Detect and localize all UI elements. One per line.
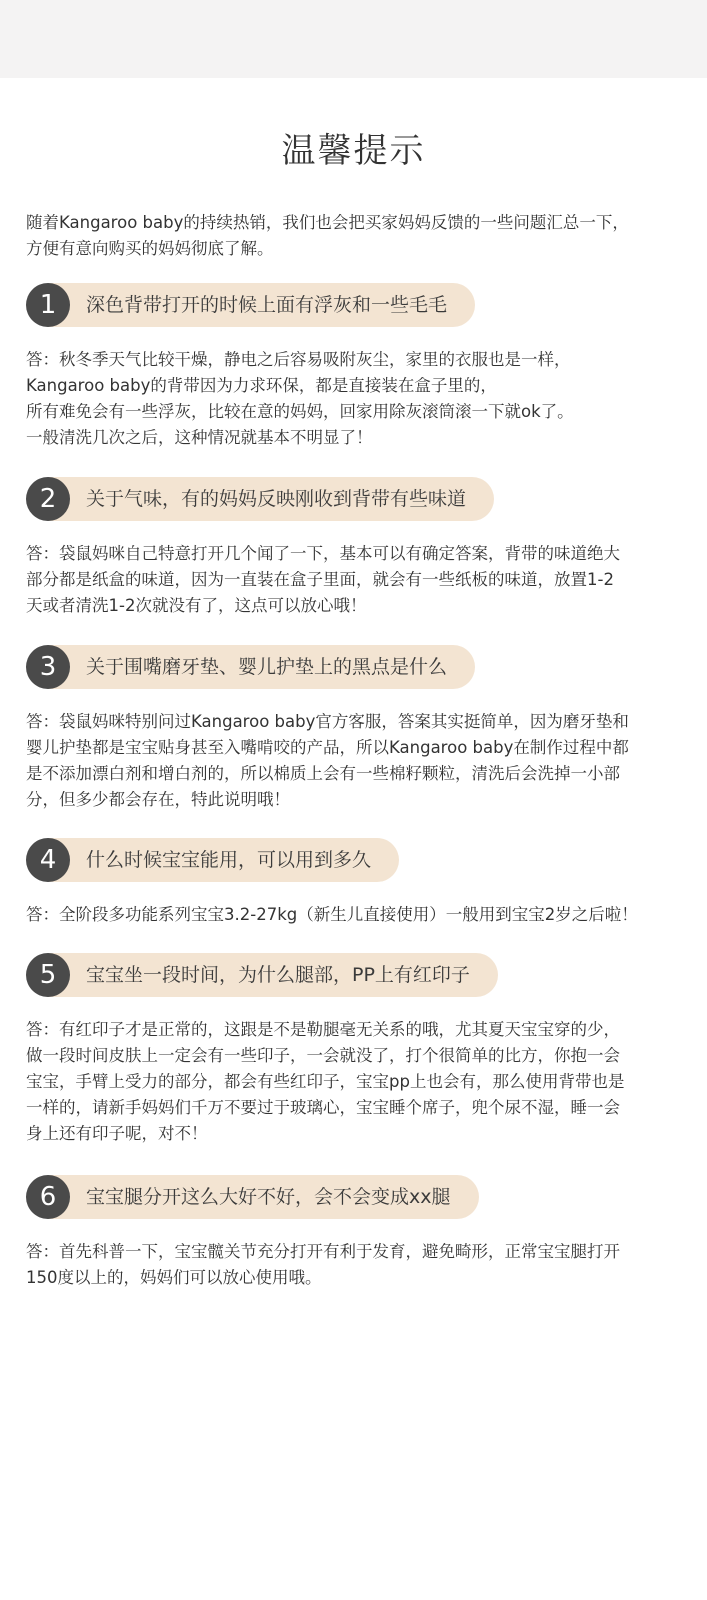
question-text: 深色背带打开的时候上面有浮灰和一些毛毛 <box>86 294 448 316</box>
question-pill <box>26 1175 479 1219</box>
answer-line: 天或者清洗1-2次就没有了，这点可以放心哦！ <box>26 596 367 615</box>
question-number-badge: 1 <box>26 283 70 327</box>
intro-line: 方便有意向购买的妈妈彻底了解。 <box>26 239 274 258</box>
answer-text <box>26 709 691 813</box>
question-pill <box>26 283 475 327</box>
answer-line: 答：有红印子才是正常的，这跟是不是勒腿毫无关系的哦，尤其夏天宝宝穿的少， <box>26 1020 620 1039</box>
faq-item-5 <box>26 953 691 1147</box>
answer-line: 一样的，请新手妈妈们千万不要过于玻璃心，宝宝睡个席子，兜个尿不湿，睡一会 <box>26 1098 620 1117</box>
question-text: 关于气味，有的妈妈反映刚收到背带有些味道 <box>86 488 467 510</box>
faq-item-1 <box>26 283 691 451</box>
faq-item-2 <box>26 477 691 619</box>
top-band <box>0 0 707 78</box>
answer-line: 做一段时间皮肤上一定会有一些印子，一会就没了，打个很简单的比方，你抱一会 <box>26 1046 620 1065</box>
faq-item-4 <box>26 838 691 928</box>
answer-text <box>26 1017 691 1147</box>
answer-line: 答：袋鼠妈咪自己特意打开几个闻了一下，基本可以有确定答案，背带的味道绝大 <box>26 544 620 563</box>
answer-line: 是不添加漂白剂和增白剂的，所以棉质上会有一些棉籽颗粒，清洗后会洗掉一小部 <box>26 764 620 783</box>
answer-text <box>26 1239 691 1291</box>
faq-item-6 <box>26 1175 691 1291</box>
answer-text <box>26 347 691 451</box>
answer-line: 答：秋冬季天气比较干燥，静电之后容易吸附灰尘，家里的衣服也是一样， <box>26 350 571 369</box>
page-title: 温馨提示 <box>281 131 426 171</box>
answer-line: 婴儿护垫都是宝宝贴身甚至入嘴啃咬的产品，所以Kangaroo baby在制作过程中都 <box>26 738 629 757</box>
answer-text <box>26 902 691 928</box>
question-pill <box>26 477 494 521</box>
question-text: 宝宝腿分开这么大好不好，会不会变成xx腿 <box>86 1186 451 1208</box>
question-number-badge: 3 <box>26 645 70 689</box>
question-pill <box>26 645 475 689</box>
question-pill <box>26 953 498 997</box>
question-text: 关于围嘴磨牙垫、婴儿护垫上的黑点是什么 <box>86 656 448 678</box>
question-number-badge: 4 <box>26 838 70 882</box>
question-text: 宝宝坐一段时间，为什么腿部，PP上有红印子 <box>86 964 470 986</box>
answer-line: 答：袋鼠妈咪特别问过Kangaroo baby官方客服，答案其实挺简单，因为磨牙垫和 <box>26 712 629 731</box>
faq-item-3 <box>26 645 691 813</box>
answer-line: 答：全阶段多功能系列宝宝3.2-27kg（新生儿直接使用）一般用到宝宝2岁之后啦！ <box>26 905 638 924</box>
answer-line: 150度以上的，妈妈们可以放心使用哦。 <box>26 1268 322 1287</box>
answer-line: 一般清洗几次之后，这种情况就基本不明显了！ <box>26 428 373 447</box>
question-number-badge: 5 <box>26 953 70 997</box>
question-text: 什么时候宝宝能用，可以用到多久 <box>86 849 372 871</box>
answer-line: 所有难免会有一些浮灰，比较在意的妈妈，回家用除灰滚筒滚一下就ok了。 <box>26 402 574 421</box>
answer-line: Kangaroo baby的背带因为力求环保，都是直接装在盒子里的， <box>26 376 497 395</box>
answer-line: 宝宝，手臂上受力的部分，都会有些红印子，宝宝pp上也会有，那么使用背带也是 <box>26 1072 625 1091</box>
answer-line: 答：首先科普一下，宝宝髋关节充分打开有利于发育，避免畸形，正常宝宝腿打开 <box>26 1242 620 1261</box>
answer-text <box>26 541 691 619</box>
answer-line: 分，但多少都会存在，特此说明哦！ <box>26 790 290 809</box>
intro-paragraph <box>26 210 691 262</box>
answer-line: 身上还有印子呢，对不！ <box>26 1124 208 1143</box>
intro-line: 随着Kangaroo baby的持续热销，我们也会把买家妈妈反馈的一些问题汇总一下， <box>26 213 629 232</box>
answer-line: 部分都是纸盒的味道，因为一直装在盒子里面，就会有一些纸板的味道，放置1-2 <box>26 570 614 589</box>
question-number-badge: 6 <box>26 1175 70 1219</box>
question-pill <box>26 838 399 882</box>
question-number-badge: 2 <box>26 477 70 521</box>
